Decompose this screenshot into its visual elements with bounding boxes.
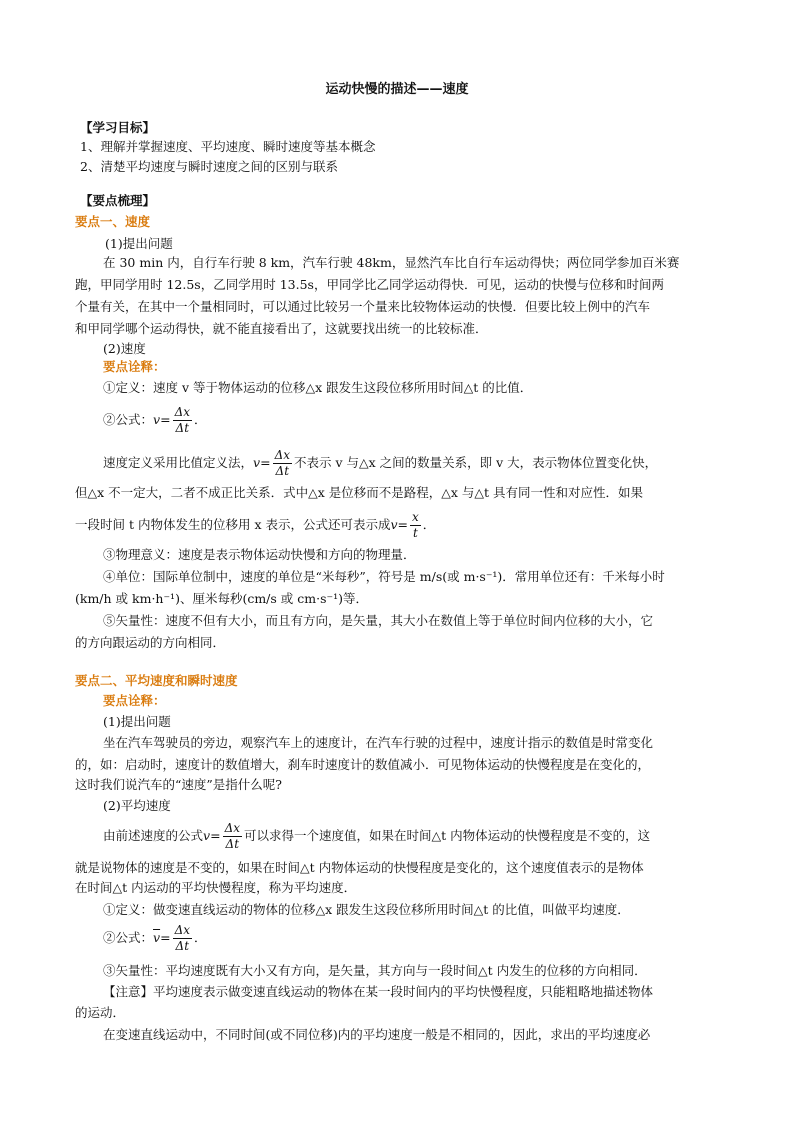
paragraph-line: 和甲同学哪个运动得快，就不能直接看出了，这就要找出统一的比较标准． <box>75 321 488 336</box>
paragraph-line: ⑤矢量性：速度不但有大小，而且有方向，是矢量，其大小在数值上等于单位时间内位移的大小，它 <box>103 613 654 628</box>
fraction-numerator: x <box>412 509 419 524</box>
paragraph-line: 就是说物体的速度是不变的，如果在时间△t 内物体运动的快慢程度是变化的，这个速度值表示的是物体 <box>75 860 644 875</box>
note-line: 的运动． <box>75 1005 126 1020</box>
paragraph-line: ③矢量性：平均速度既有大小又有方向，是矢量，其方向与一段时间△t 内发生的位移的方向相同． <box>103 963 647 978</box>
subheading: (1)提出问题 <box>103 714 171 729</box>
fraction-numerator: Δx <box>274 447 290 462</box>
goals-header: 【学习目标】 <box>80 120 156 135</box>
fraction <box>273 448 292 479</box>
paragraph-line: 在时间△t 内运动的平均快慢程度，称为平均速度． <box>75 880 357 895</box>
formula-period: ． <box>422 517 436 532</box>
fraction-denominator: Δt <box>175 420 190 435</box>
formula-eq: = <box>260 455 271 470</box>
goal-item: 2、清楚平均速度与瞬时速度之间的区别与联系 <box>80 159 338 174</box>
subheading: (1)提出问题 <box>105 236 173 251</box>
fraction-denominator: Δt <box>275 463 290 478</box>
goal-item: 1、理解并掌握速度、平均速度、瞬时速度等基本概念 <box>80 139 376 154</box>
fraction-numerator: Δx <box>174 404 190 419</box>
fraction-numerator: Δx <box>174 922 190 937</box>
formula-label: ②公式： <box>103 412 154 427</box>
definition-line: ①定义：速度 v 等于物体运动的位移△x 跟发生这段位移所用时间△t 的比值． <box>103 380 533 395</box>
fraction-denominator: Δt <box>175 938 190 953</box>
paragraph-line: (km/h 或 km·h⁻¹)、厘米每秒(cm/s 或 cm·s⁻¹)等． <box>75 591 368 606</box>
formula-var-bar: $\overline{v}$ <box>153 930 161 945</box>
fraction <box>173 405 192 436</box>
explain-label: 要点诠释： <box>103 359 166 374</box>
paragraph-line: 但△x 不一定大，二者不成正比关系．式中△x 是位移而不是路程，△x 与△t 具有同一性和对应性．如果 <box>75 485 644 500</box>
text-part: 不表示 v 与△x 之间的数量关系，即 v 大，表示物体位置变化快， <box>294 455 658 470</box>
formula-eq: = <box>210 828 221 843</box>
section-heading: 要点一、速度 <box>75 214 151 229</box>
text-part: 一段时间 t 内物体发生的位移用 x 表示，公式还可表示成 <box>75 517 391 532</box>
fraction-denominator: Δt <box>225 836 240 851</box>
formula-eq: = <box>397 517 409 532</box>
text-part: 由前述速度的公式 <box>103 828 204 843</box>
paragraph-line: ③物理意义：速度是表示物体运动快慢和方向的物理量． <box>103 547 416 562</box>
paragraph-line: 的，如：启动时，速度计的数值增大，刹车时速度计的数值减小．可见物体运动的快慢程度是在变化的， <box>75 757 651 772</box>
subheading: (2)平均速度 <box>103 798 171 813</box>
formula-period: ． <box>194 412 207 427</box>
paragraph-line: 坐在汽车驾驶员的旁边，观察汽车上的速度计，在汽车行驶的过程中，速度计指示的数值是时常变化 <box>103 735 654 750</box>
document-title: 运动快慢的描述——速度 <box>325 82 469 97</box>
paragraph-line: 跑，甲同学用时 12.5s，乙同学用时 13.5s，甲同学比乙同学运动得快．可见，运动的快慢与位移和时间两 <box>75 277 664 292</box>
formula-var: v <box>390 517 398 532</box>
fraction <box>173 923 192 954</box>
fraction <box>223 821 242 852</box>
text-part: 速度定义采用比值定义法， <box>103 455 254 470</box>
formula-eq: = <box>160 930 171 945</box>
formula-eq: = <box>160 412 171 427</box>
paragraph-line: 这时我们说汽车的“速度”是指什么呢? <box>75 777 282 792</box>
formula-label: ②公式： <box>103 930 154 945</box>
formula-line <box>103 402 207 438</box>
formula-var: v <box>153 412 161 427</box>
paragraph-line: ④单位：国际单位制中，速度的单位是“米每秒”，符号是 m/s(或 m·s⁻¹)．常用单位还有：千米每小时 <box>103 569 665 584</box>
paragraph-line <box>103 445 657 481</box>
fraction <box>410 510 421 541</box>
definition-line: ①定义：做变速直线运动的物体的位移△x 跟发生这段位移所用时间△t 的比值，叫做平均速度． <box>103 902 630 917</box>
subheading: (2)速度 <box>103 341 146 356</box>
paragraph-line: 在 30 min 内，自行车行驶 8 km，汽车行驶 48km，显然汽车比自行车运动得快；两位同学参加百米赛 <box>103 255 680 270</box>
text-part: 可以求得一个速度值，如果在时间△t 内物体运动的快慢程度是不变的，这 <box>244 828 651 843</box>
note-line: 【注意】平均速度表示做变速直线运动的物体在某一段时间内的平均快慢程度，只能粗略地描述物体 <box>103 984 654 999</box>
section-heading: 要点二、平均速度和瞬时速度 <box>75 673 238 688</box>
summary-header: 【要点梳理】 <box>80 193 156 208</box>
explain-label: 要点诠释： <box>103 693 166 708</box>
paragraph-line: 在变速直线运动中，不同时间(或不同位移)内的平均速度一般是不相同的，因此，求出的平均速度必 <box>103 1027 651 1042</box>
formula-var: v <box>203 828 211 843</box>
paragraph-line <box>75 507 435 543</box>
fraction-denominator: t <box>412 525 418 540</box>
fraction-numerator: Δx <box>224 820 240 835</box>
formula-line <box>103 920 207 956</box>
paragraph-line: 的方向跟运动的方向相同． <box>75 635 226 650</box>
formula-var: v <box>253 455 261 470</box>
formula-period: ． <box>194 930 207 945</box>
paragraph-line: 个量有关，在其中一个量相同时，可以通过比较另一个量来比较物体运动的快慢．但要比较上例中的汽车 <box>75 299 651 314</box>
paragraph-line <box>103 818 650 854</box>
